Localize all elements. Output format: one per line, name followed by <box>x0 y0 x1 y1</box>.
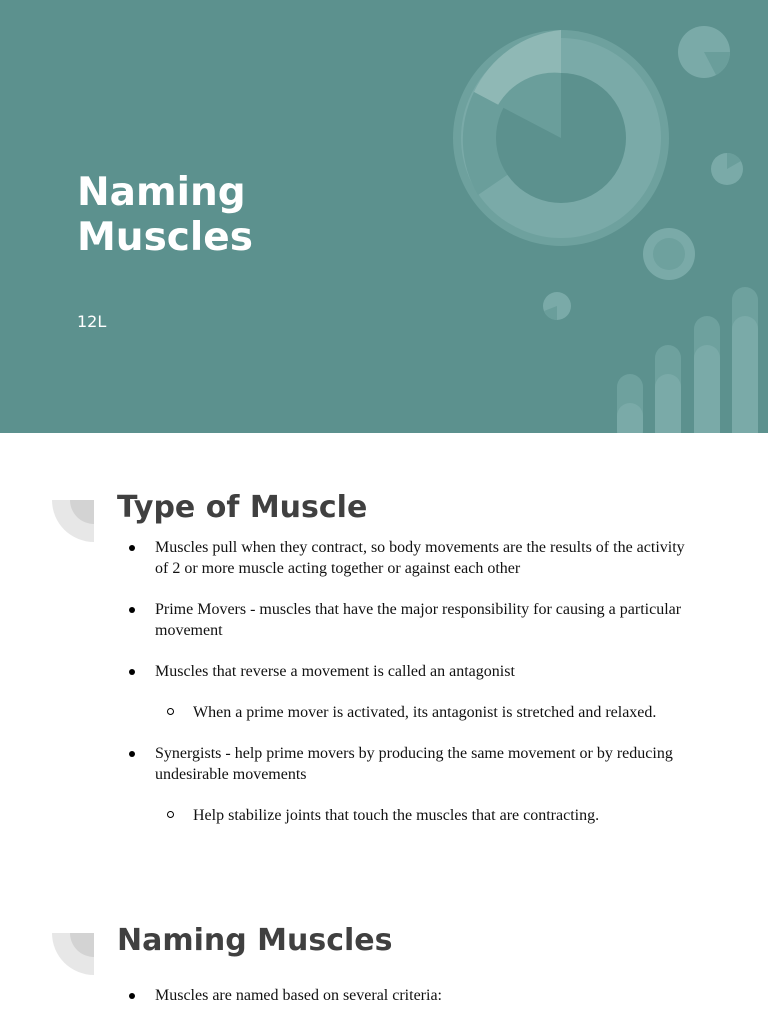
sub-list-item-text: When a prime mover is activated, its antagonist is stretched and relaxed. <box>193 704 657 721</box>
bar-4-segment-4 <box>732 403 758 433</box>
sub-bullet-list <box>193 702 700 723</box>
bar-1-segment-1 <box>617 403 643 433</box>
list-item-text: Prime Movers - muscles that have the major responsibility for causing a particular movement <box>155 601 682 639</box>
small-donut-hole <box>653 238 685 270</box>
list-item <box>155 661 700 723</box>
list-item-text: Muscles are named based on several criteria: <box>155 987 442 1004</box>
bullet-dot-icon <box>129 545 135 551</box>
section-heading: Type of Muscle <box>117 490 368 525</box>
bullet-circle-icon <box>167 811 174 818</box>
corner-quarter-circle-icon <box>52 933 96 977</box>
bullet-list <box>155 537 700 846</box>
list-item <box>155 985 700 1006</box>
sub-list-item <box>193 702 700 723</box>
presentation-title: Naming Muscles <box>77 170 253 260</box>
bullet-dot-icon <box>129 607 135 613</box>
list-item <box>155 743 700 826</box>
list-item-text: Synergists - help prime movers by producing the same movement or by reducing undesirable movements <box>155 745 673 783</box>
bullet-list <box>155 985 700 1026</box>
list-item-text: Muscles pull when they contract, so body movements are the results of the activity of 2 or more muscle acting together or against each other <box>155 539 685 577</box>
bullet-dot-icon <box>129 751 135 757</box>
presentation-subtitle: 12L <box>77 312 107 331</box>
sub-list-item <box>193 805 700 826</box>
sub-list-item-text: Help stabilize joints that touch the muscles that are contracting. <box>193 807 600 824</box>
list-item <box>155 537 700 579</box>
title-slide <box>0 0 768 433</box>
bullet-dot-icon <box>129 669 135 675</box>
list-item-text: Muscles that reverse a movement is called an antagonist <box>155 663 515 680</box>
sub-bullet-list <box>193 805 700 826</box>
bullet-dot-icon <box>129 993 135 999</box>
bar-3-segment-3 <box>694 403 720 433</box>
bar-2-segment-2 <box>655 403 681 433</box>
list-item <box>155 599 700 641</box>
bullet-circle-icon <box>167 708 174 715</box>
section-heading: Naming Muscles <box>117 923 393 958</box>
corner-quarter-circle-icon <box>52 500 96 544</box>
